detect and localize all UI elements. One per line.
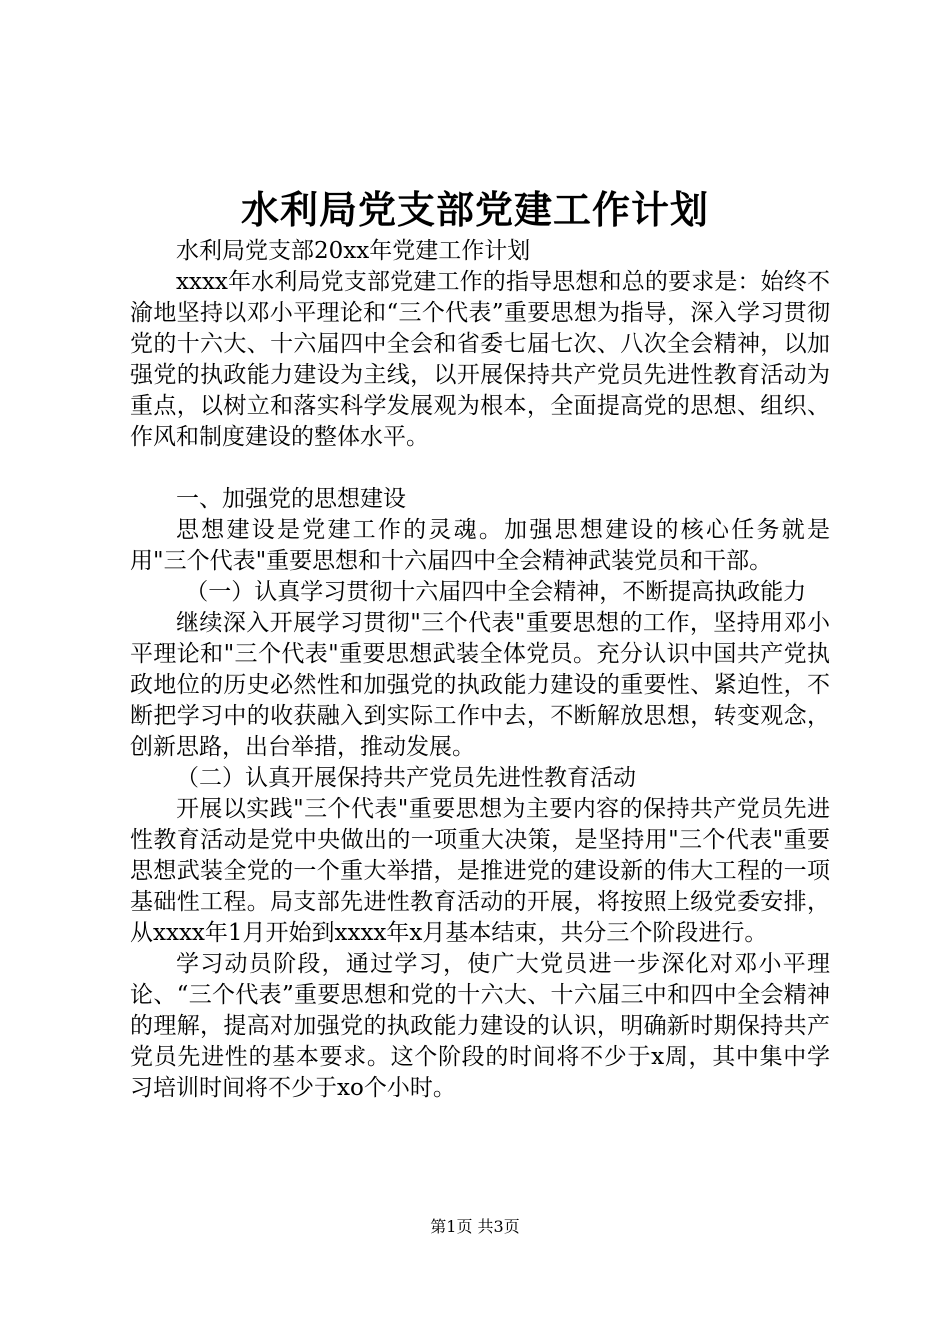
education-activity-paragraph: 开展以实践"三个代表"重要思想为主要内容的保持共产党员先进性教育活动是党中央做出的一项重大决策，是坚持用"三个代表"重要思想武装全党的一个重大举措，是推进党的建设新的伟大工程的一项基础性工程。局支部先进性教育活动的开展，将按照上级党委安排，从xxxx年1月开始到xxxx年x月基本结束，共分三个阶段进行。 — [130, 796, 830, 946]
page-number-footer: 第1页 共3页 — [430, 1217, 520, 1236]
paragraph-spacer — [130, 453, 830, 484]
subsection-heading-2: （二）认真开展保持共产党员先进性教育活动 — [176, 765, 636, 791]
document-title: 水利局党支部党建工作计划 — [240, 187, 709, 232]
ideology-intro-paragraph: 思想建设是党建工作的灵魂。加强思想建设的核心任务就是用"三个代表"重要思想和十六届四中全会精神武装党员和干部。 — [130, 517, 830, 574]
study-paragraph: 继续深入开展学习贯彻"三个代表"重要思想的工作，坚持用邓小平理论和"三个代表"重要思想武装全体党员。充分认识中国共产党执政地位的历史必然性和加强党的执政能力建设的重要性、紧迫性，不断把学习中的收获融入到实际工作中去，不断解放思想，转变观念，创新思路，出台举措，推动发展。 — [130, 610, 830, 760]
guiding-ideology-paragraph: xxxx年水利局党支部党建工作的指导思想和总的要求是：始终不渝地坚持以邓小平理论和“三个代表”重要思想为指导，深入学习贯彻党的十六大、十六届四中全会和省委七届七次、八次全会精神，以加强党的执政能力建设为主线，以开展保持共产党员先进性教育活动为重点，以树立和落实科学发展观为根本，全面提高党的思想、组织、作风和制度建设的整体水平。 — [130, 269, 830, 450]
subsection-heading-1: （一）认真学习贯彻十六届四中全会精神，不断提高执政能力 — [185, 579, 807, 605]
document-body — [130, 236, 830, 1104]
plan-subtitle-paragraph: 水利局党支部20xx年党建工作计划 — [176, 238, 531, 264]
section-heading-ideology: 一、加强党的思想建设 — [176, 486, 406, 512]
mobilization-stage-paragraph: 学习动员阶段，通过学习，使广大党员进一步深化对邓小平理论、“三个代表”重要思想和党的十六大、十六届三中和四中全会精神的理解，提高对加强党的执政能力建设的认识，明确新时期保持共产党员先进性的基本要求。这个阶段的时间将不少于x周，其中集中学习培训时间将不少于xo个小时。 — [130, 951, 830, 1101]
